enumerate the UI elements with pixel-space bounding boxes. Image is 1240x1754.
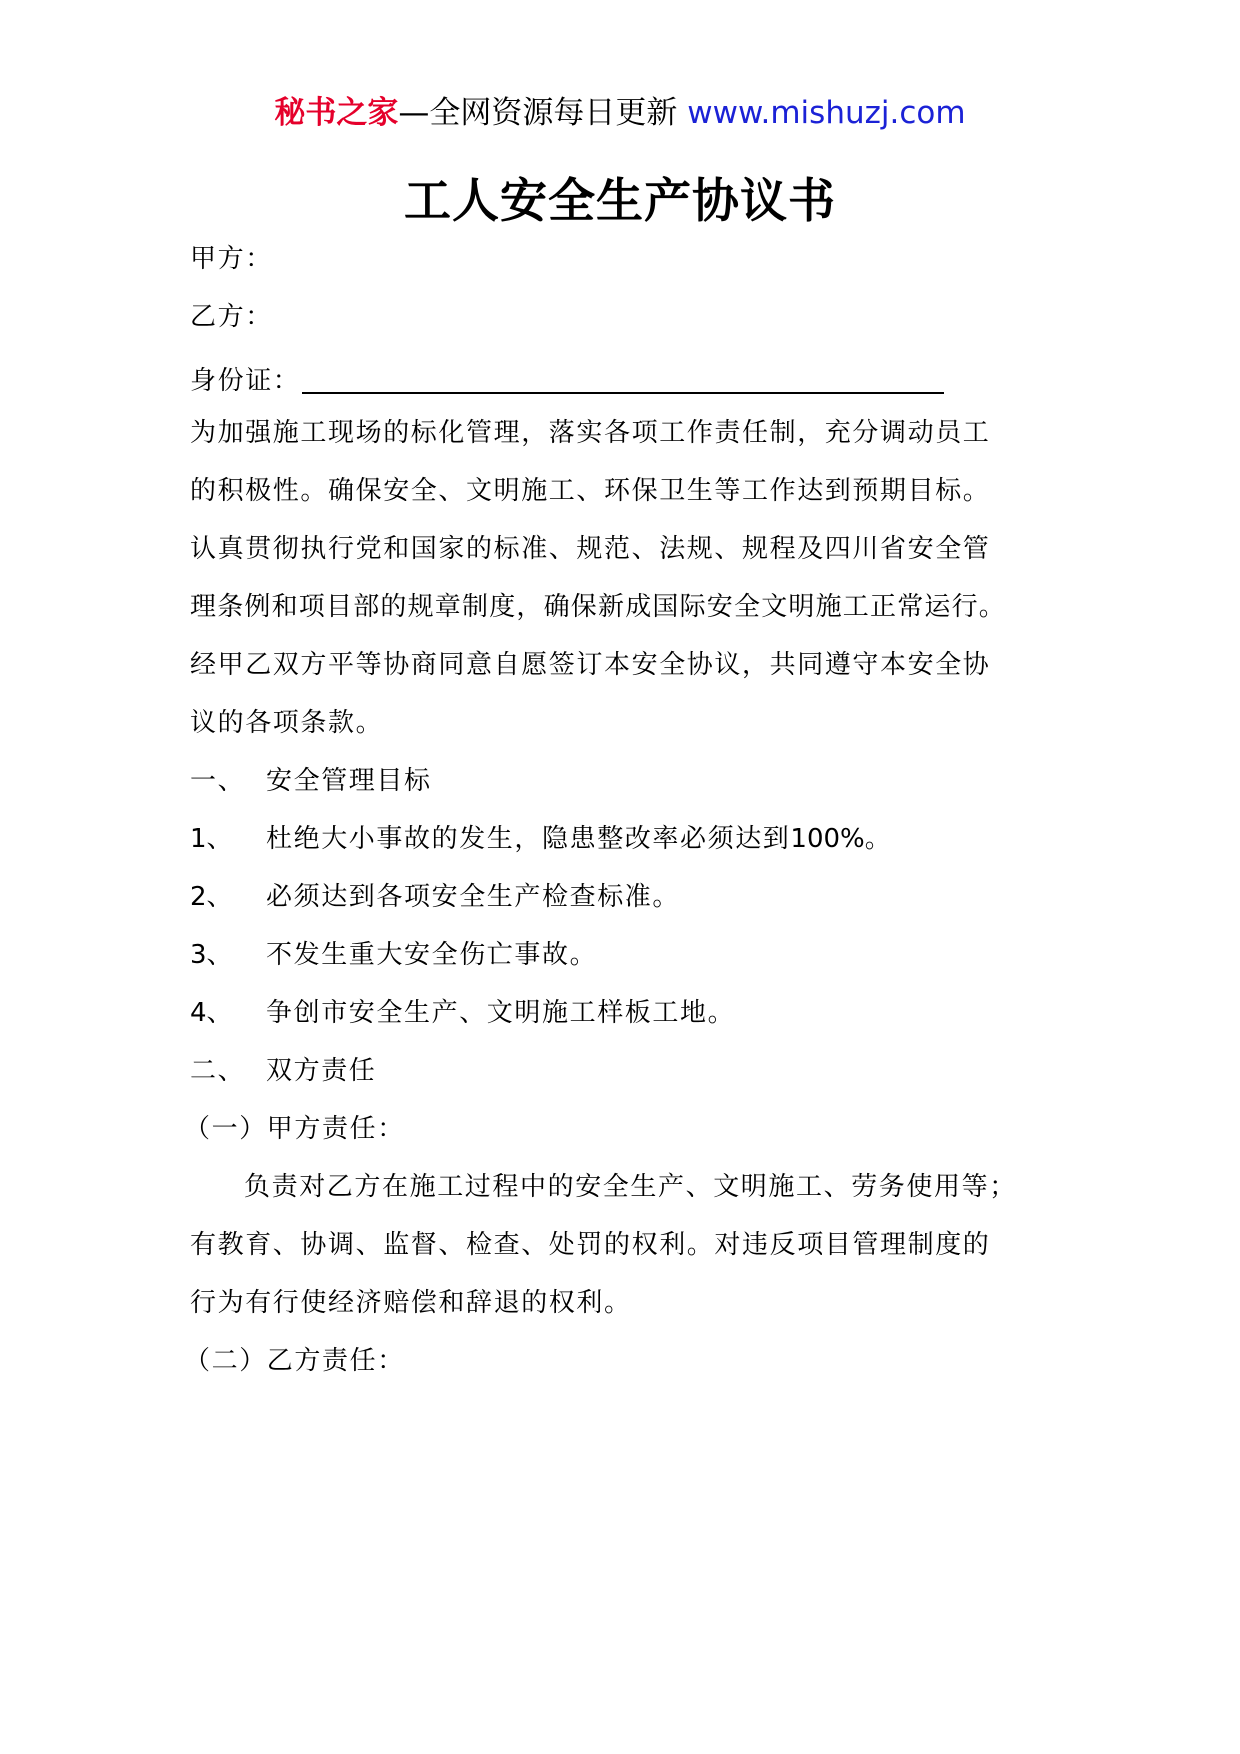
list-item bbox=[190, 942, 597, 968]
id-card-field bbox=[190, 362, 944, 394]
item-tail: 100%。 bbox=[790, 824, 891, 854]
section-number: 二、 bbox=[190, 1056, 246, 1086]
item-text: 必须达到各项安全生产检查标准。 bbox=[266, 882, 681, 912]
party-a-label: 甲方： bbox=[190, 244, 273, 274]
item-number: 4、 bbox=[190, 998, 233, 1028]
paragraph-line: 行为有行使经济赔偿和辞退的权利。 bbox=[190, 1288, 632, 1318]
document-title: 工人安全生产协议书 bbox=[404, 174, 836, 229]
item-number: 2、 bbox=[190, 882, 233, 912]
intro-line: 的积极性。确保安全、文明施工、环保卫生等工作达到预期目标。 bbox=[190, 476, 991, 506]
intro-line: 经甲乙双方平等协商同意自愿签订本安全协议，共同遵守本安全协 bbox=[190, 650, 991, 680]
paragraph-line: 有教育、协调、监督、检查、处罚的权利。对违反项目管理制度的 bbox=[190, 1230, 991, 1260]
item-text: 不发生重大安全伤亡事故。 bbox=[266, 940, 598, 970]
brand-name: 秘书之家 bbox=[274, 95, 399, 131]
paragraph-line: 负责对乙方在施工过程中的安全生产、文明施工、劳务使用等； bbox=[244, 1172, 1017, 1202]
header-url[interactable]: www.mishuzj.com bbox=[687, 95, 966, 131]
intro-line: 为加强施工现场的标化管理，落实各项工作责任制，充分调动员工 bbox=[190, 418, 991, 448]
section-number: 一、 bbox=[190, 766, 246, 796]
section-title: 双方责任 bbox=[266, 1056, 377, 1086]
party-a-field bbox=[190, 246, 273, 272]
party-b-field bbox=[190, 304, 273, 330]
item-text: 争创市安全生产、文明施工样板工地。 bbox=[266, 998, 736, 1028]
site-header bbox=[0, 95, 1240, 131]
list-item bbox=[190, 1000, 735, 1026]
header-tagline: —全网资源每日更新 bbox=[398, 95, 688, 131]
intro-line: 认真贯彻执行党和国家的标准、规范、法规、规程及四川省安全管 bbox=[190, 534, 991, 564]
item-number: 3、 bbox=[190, 940, 233, 970]
list-item bbox=[190, 884, 680, 910]
item-text: 杜绝大小事故的发生，隐患整改率必须达到 bbox=[266, 824, 791, 854]
section-title: 安全管理目标 bbox=[266, 766, 432, 796]
id-card-blank bbox=[302, 362, 944, 394]
intro-line: 理条例和项目部的规章制度，确保新成国际安全文明施工正常运行。 bbox=[190, 592, 1007, 622]
list-item bbox=[190, 826, 891, 852]
party-b-label: 乙方： bbox=[190, 302, 273, 332]
subsection-heading: （一）甲方责任： bbox=[184, 1114, 405, 1144]
section-heading bbox=[190, 1058, 376, 1084]
section-heading bbox=[190, 768, 432, 794]
item-number: 1、 bbox=[190, 824, 233, 854]
id-card-label: 身份证： bbox=[190, 366, 301, 396]
intro-line: 议的各项条款。 bbox=[190, 708, 384, 738]
subsection-heading: （二）乙方责任： bbox=[184, 1346, 405, 1376]
